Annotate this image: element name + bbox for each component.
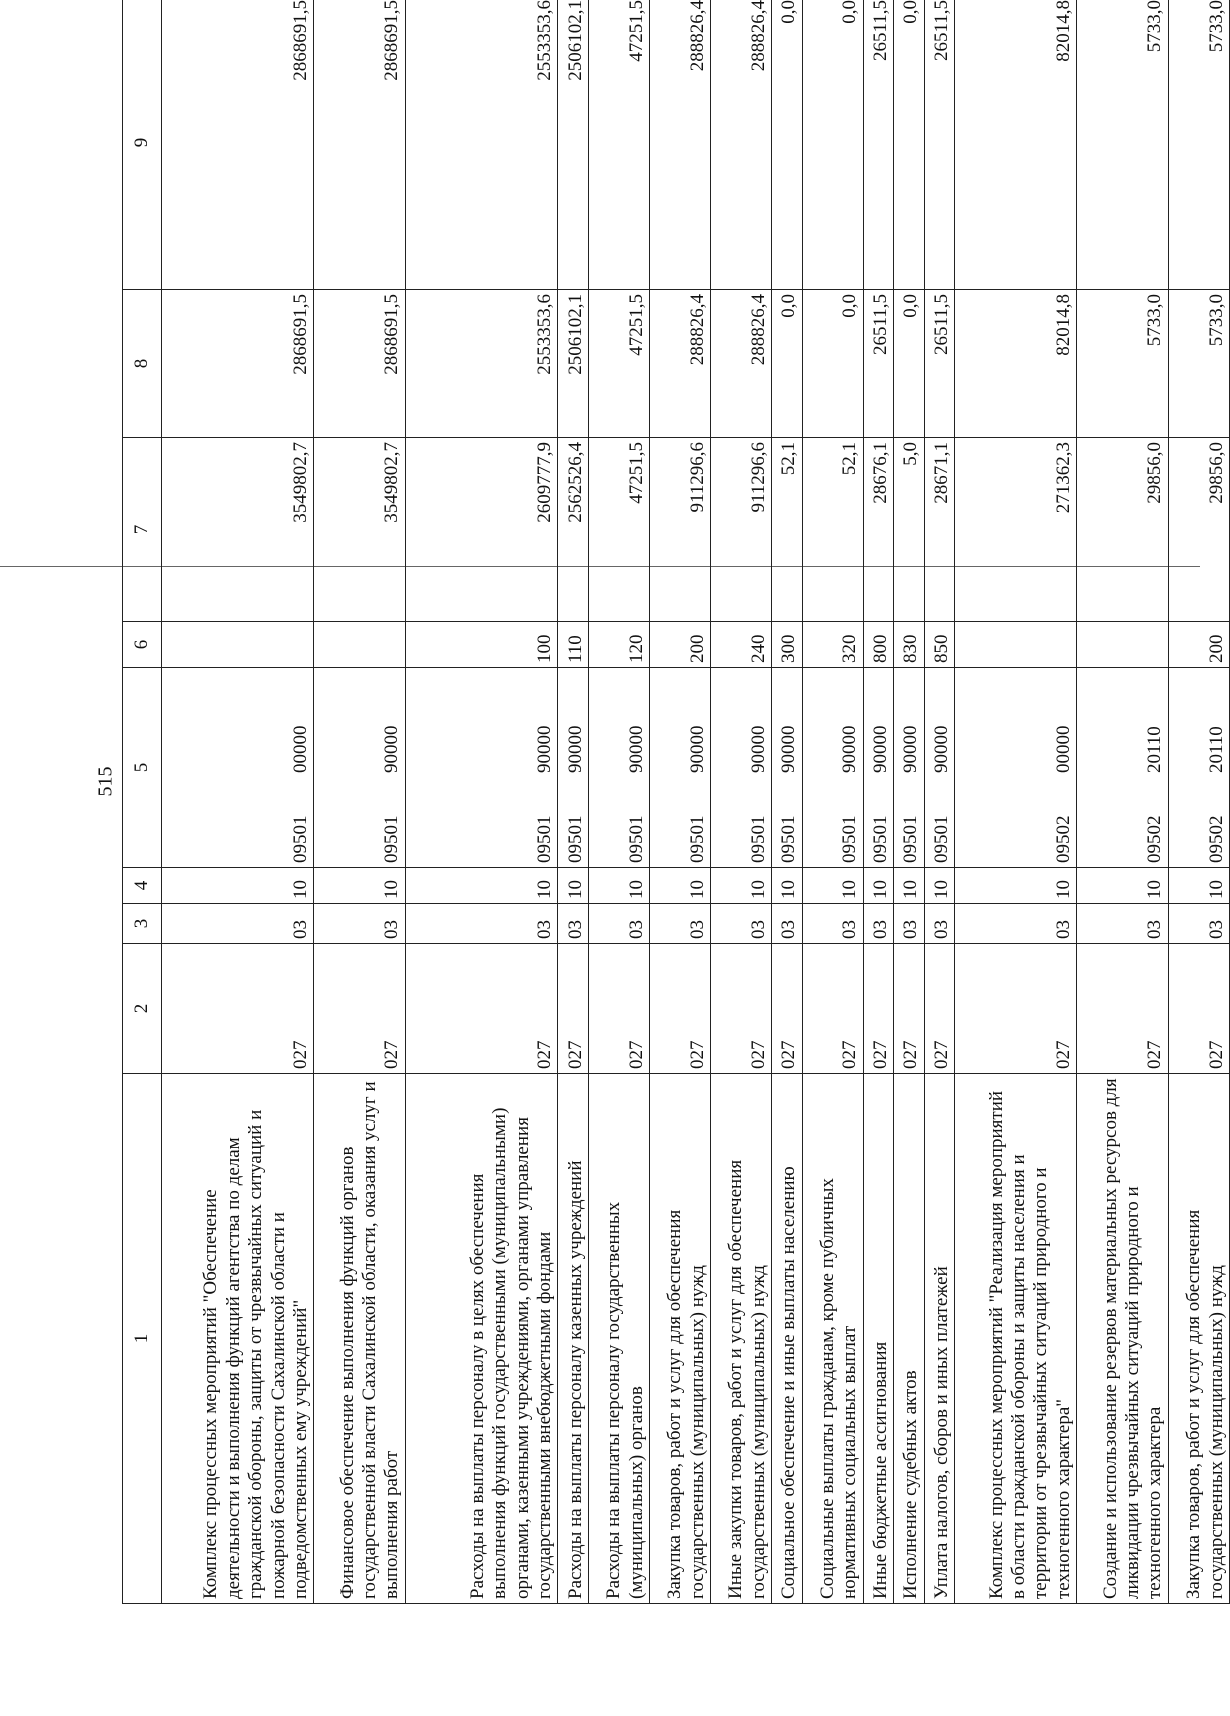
column-3-code: 03 xyxy=(314,904,406,944)
header-cell: 3 xyxy=(123,904,162,944)
column-9-amount: 2553353,6 xyxy=(405,0,558,290)
column-7-amount: 52,1 xyxy=(772,438,803,622)
column-9-amount: 2868691,5 xyxy=(314,0,406,290)
column-8-amount: 288826,4 xyxy=(650,290,711,438)
program-code: 09501 xyxy=(564,815,586,863)
program-code: 09501 xyxy=(686,815,708,863)
table-row xyxy=(650,0,711,1604)
column-4-code: 10 xyxy=(314,868,406,904)
direction-code: 90000 xyxy=(381,725,403,773)
column-4-code: 10 xyxy=(772,868,803,904)
column-9-amount: 47251,5 xyxy=(589,0,650,290)
column-4-code: 10 xyxy=(589,868,650,904)
column-4-code: 10 xyxy=(405,868,558,904)
program-code: 09501 xyxy=(534,815,556,863)
column-5-code xyxy=(314,668,406,868)
column-2-code: 027 xyxy=(1077,944,1169,1074)
column-9-amount: 288826,4 xyxy=(711,0,772,290)
column-2-code: 027 xyxy=(802,944,863,1074)
program-code: 09501 xyxy=(289,815,311,863)
column-7-amount: 2562526,4 xyxy=(558,438,589,622)
program-code: 09501 xyxy=(930,815,952,863)
column-2-code: 027 xyxy=(161,944,314,1074)
column-3-code: 03 xyxy=(161,904,314,944)
column-8-amount: 82014,8 xyxy=(955,290,1077,438)
column-4-code: 10 xyxy=(650,868,711,904)
column-8-amount: 2506102,1 xyxy=(558,290,589,438)
column-5-code xyxy=(924,668,955,868)
column-8-amount: 2868691,5 xyxy=(314,290,406,438)
column-8-amount: 288826,4 xyxy=(711,290,772,438)
column-5-code xyxy=(894,668,925,868)
column-4-code: 10 xyxy=(711,868,772,904)
column-9-amount: 2506102,1 xyxy=(558,0,589,290)
direction-code: 90000 xyxy=(930,725,952,773)
program-code: 09502 xyxy=(1144,815,1166,863)
column-4-code: 10 xyxy=(924,868,955,904)
column-2-code: 027 xyxy=(314,944,406,1074)
program-code: 09501 xyxy=(900,815,922,863)
column-6-code xyxy=(1077,622,1169,668)
page-number: 515 xyxy=(94,766,117,797)
direction-code: 90000 xyxy=(900,725,922,773)
table-row xyxy=(1077,0,1169,1604)
column-6-code: 830 xyxy=(894,622,925,668)
column-6-code: 100 xyxy=(405,622,558,668)
column-8-amount: 26511,5 xyxy=(863,290,894,438)
direction-code: 90000 xyxy=(778,725,800,773)
column-7-amount: 911296,6 xyxy=(650,438,711,622)
header-cell: 1 xyxy=(123,1074,162,1604)
row-name: Социальные выплаты гражданам, кроме публичных нормативных социальных выплат xyxy=(802,1074,863,1604)
column-4-code: 10 xyxy=(558,868,589,904)
column-2-code: 027 xyxy=(405,944,558,1074)
table-row xyxy=(558,0,589,1604)
direction-code: 90000 xyxy=(534,725,556,773)
header-cell: 7 xyxy=(123,438,162,622)
program-code: 09502 xyxy=(1052,815,1074,863)
table-row xyxy=(863,0,894,1604)
column-4-code: 10 xyxy=(955,868,1077,904)
column-6-code: 300 xyxy=(772,622,803,668)
table-row xyxy=(711,0,772,1604)
row-name: Закупка товаров, работ и услуг для обеспечения государственных (муниципальных) нужд xyxy=(650,1074,711,1604)
column-5-code xyxy=(711,668,772,868)
column-3-code: 03 xyxy=(650,904,711,944)
direction-code: 90000 xyxy=(747,725,769,773)
column-2-code: 027 xyxy=(894,944,925,1074)
column-5-code xyxy=(863,668,894,868)
budget-table xyxy=(122,0,1230,1604)
row-name: Закупка товаров, работ и услуг для обеспечения государственных (муниципальных) нужд xyxy=(1168,1074,1229,1604)
column-4-code: 10 xyxy=(161,868,314,904)
table-row xyxy=(924,0,955,1604)
column-6-code: 240 xyxy=(711,622,772,668)
column-2-code: 027 xyxy=(863,944,894,1074)
header-cell: 9 xyxy=(123,0,162,290)
column-2-code: 027 xyxy=(772,944,803,1074)
program-code: 09501 xyxy=(625,815,647,863)
column-2-code: 027 xyxy=(711,944,772,1074)
table-row xyxy=(772,0,803,1604)
table-row xyxy=(955,0,1077,1604)
header-cell: 5 xyxy=(123,668,162,868)
table-row xyxy=(802,0,863,1604)
program-code: 09501 xyxy=(839,815,861,863)
direction-code: 00000 xyxy=(1052,725,1074,773)
column-3-code: 03 xyxy=(894,904,925,944)
program-code: 09502 xyxy=(1205,815,1227,863)
column-3-code: 03 xyxy=(924,904,955,944)
column-4-code: 10 xyxy=(1168,868,1229,904)
table-row xyxy=(894,0,925,1604)
column-9-amount: 0,0 xyxy=(772,0,803,290)
row-name: Социальное обеспечение и иные выплаты населению xyxy=(772,1074,803,1604)
row-name: Комплекс процессных мероприятий "Реализация мероприятий в области гражданской обороны и защиты населения и территории от чрезвычайных ситуаций природного и техногенного характера" xyxy=(955,1074,1077,1604)
column-9-amount: 82014,8 xyxy=(955,0,1077,290)
direction-code: 90000 xyxy=(625,725,647,773)
row-name: Исполнение судебных актов xyxy=(894,1074,925,1604)
column-9-amount: 26511,5 xyxy=(863,0,894,290)
column-3-code: 03 xyxy=(558,904,589,944)
program-code: 09501 xyxy=(381,815,403,863)
program-code: 09501 xyxy=(869,815,891,863)
column-7-amount: 911296,6 xyxy=(711,438,772,622)
column-8-amount: 2868691,5 xyxy=(161,290,314,438)
column-7-amount: 3549802,7 xyxy=(161,438,314,622)
column-4-code: 10 xyxy=(863,868,894,904)
column-6-code: 850 xyxy=(924,622,955,668)
column-3-code: 03 xyxy=(711,904,772,944)
column-3-code: 03 xyxy=(772,904,803,944)
column-8-amount: 5733,0 xyxy=(1077,290,1169,438)
column-8-amount: 47251,5 xyxy=(589,290,650,438)
column-6-code xyxy=(955,622,1077,668)
row-name: Комплекс процессных мероприятий "Обеспечение деятельности и выполнения функций агентства по делам гражданской обороны, защиты от чрезвычайных ситуаций и пожарной безопасности Сахалинской области и подведомственных ему учреждений" xyxy=(161,1074,314,1604)
header-cell: 2 xyxy=(123,944,162,1074)
column-3-code: 03 xyxy=(589,904,650,944)
column-4-code: 10 xyxy=(1077,868,1169,904)
column-2-code: 027 xyxy=(924,944,955,1074)
column-6-code xyxy=(314,622,406,668)
column-6-code: 110 xyxy=(558,622,589,668)
column-7-amount: 5,0 xyxy=(894,438,925,622)
row-name: Финансовое обеспечение выполнения функций органов государственной власти Сахалинской области, оказания услуг и выполнения работ xyxy=(314,1074,406,1604)
column-9-amount: 0,0 xyxy=(802,0,863,290)
column-5-code xyxy=(955,668,1077,868)
column-5-code xyxy=(802,668,863,868)
column-9-amount: 2868691,5 xyxy=(161,0,314,290)
column-5-code xyxy=(589,668,650,868)
column-6-code: 120 xyxy=(589,622,650,668)
column-4-code: 10 xyxy=(894,868,925,904)
column-7-amount: 52,1 xyxy=(802,438,863,622)
row-name: Расходы на выплаты персоналу казенных учреждений xyxy=(558,1074,589,1604)
column-7-amount: 271362,3 xyxy=(955,438,1077,622)
direction-code: 90000 xyxy=(869,725,891,773)
column-3-code: 03 xyxy=(405,904,558,944)
column-2-code: 027 xyxy=(589,944,650,1074)
column-2-code: 027 xyxy=(650,944,711,1074)
column-7-amount: 3549802,7 xyxy=(314,438,406,622)
table-row xyxy=(161,0,314,1604)
header-cell: 8 xyxy=(123,290,162,438)
row-name: Иные бюджетные ассигнования xyxy=(863,1074,894,1604)
column-8-amount: 0,0 xyxy=(802,290,863,438)
column-6-code: 200 xyxy=(1168,622,1229,668)
header-cell: 6 xyxy=(123,622,162,668)
column-5-code xyxy=(558,668,589,868)
column-7-amount: 2609777,9 xyxy=(405,438,558,622)
table-row xyxy=(1168,0,1229,1604)
column-6-code: 800 xyxy=(863,622,894,668)
program-code: 09501 xyxy=(747,815,769,863)
table-row xyxy=(405,0,558,1604)
direction-code: 90000 xyxy=(839,725,861,773)
column-4-code: 10 xyxy=(802,868,863,904)
column-6-code: 320 xyxy=(802,622,863,668)
column-8-amount: 5733,0 xyxy=(1168,290,1229,438)
column-8-amount: 2553353,6 xyxy=(405,290,558,438)
column-6-code xyxy=(161,622,314,668)
column-5-code xyxy=(1168,668,1229,868)
column-7-amount: 47251,5 xyxy=(589,438,650,622)
column-2-code: 027 xyxy=(1168,944,1229,1074)
column-3-code: 03 xyxy=(1077,904,1169,944)
column-3-code: 03 xyxy=(863,904,894,944)
column-9-amount: 0,0 xyxy=(894,0,925,290)
rotated-table-area xyxy=(122,0,1230,1604)
column-3-code: 03 xyxy=(802,904,863,944)
column-8-amount: 26511,5 xyxy=(924,290,955,438)
column-8-amount: 0,0 xyxy=(772,290,803,438)
column-9-amount: 26511,5 xyxy=(924,0,955,290)
column-5-code xyxy=(772,668,803,868)
column-5-code xyxy=(650,668,711,868)
header-cell: 4 xyxy=(123,868,162,904)
column-8-amount: 0,0 xyxy=(894,290,925,438)
column-5-code xyxy=(405,668,558,868)
column-6-code: 200 xyxy=(650,622,711,668)
header-row xyxy=(123,0,162,1604)
table-row xyxy=(589,0,650,1604)
column-3-code: 03 xyxy=(955,904,1077,944)
column-5-code xyxy=(1077,668,1169,868)
column-7-amount: 28671,1 xyxy=(924,438,955,622)
column-3-code: 03 xyxy=(1168,904,1229,944)
direction-code: 20110 xyxy=(1205,726,1227,773)
column-5-code xyxy=(161,668,314,868)
direction-code: 20110 xyxy=(1144,726,1166,773)
column-7-amount: 29856,0 xyxy=(1077,438,1169,622)
column-2-code: 027 xyxy=(955,944,1077,1074)
table-row xyxy=(314,0,406,1604)
column-7-amount: 29856,0 xyxy=(1168,438,1229,622)
column-7-amount: 28676,1 xyxy=(863,438,894,622)
column-9-amount: 5733,0 xyxy=(1168,0,1229,290)
row-name: Уплата налогов, сборов и иных платежей xyxy=(924,1074,955,1604)
direction-code: 90000 xyxy=(686,725,708,773)
direction-code: 90000 xyxy=(564,725,586,773)
program-code: 09501 xyxy=(778,815,800,863)
row-name: Расходы на выплаты персоналу в целях обеспечения выполнения функций государственными (муниципальными) органами, казенными учреждениями, органами управления государственными внебюджетными фондами xyxy=(405,1074,558,1604)
row-name: Иные закупки товаров, работ и услуг для обеспечения государственных (муниципальных) нужд xyxy=(711,1074,772,1604)
row-name: Расходы на выплаты персоналу государственных (муниципальных) органов xyxy=(589,1074,650,1604)
row-name: Создание и использование резервов материальных ресурсов для ликвидации чрезвычайных ситуаций природного и техногенного характера xyxy=(1077,1074,1169,1604)
column-2-code: 027 xyxy=(558,944,589,1074)
direction-code: 00000 xyxy=(289,725,311,773)
column-9-amount: 288826,4 xyxy=(650,0,711,290)
column-9-amount: 5733,0 xyxy=(1077,0,1169,290)
